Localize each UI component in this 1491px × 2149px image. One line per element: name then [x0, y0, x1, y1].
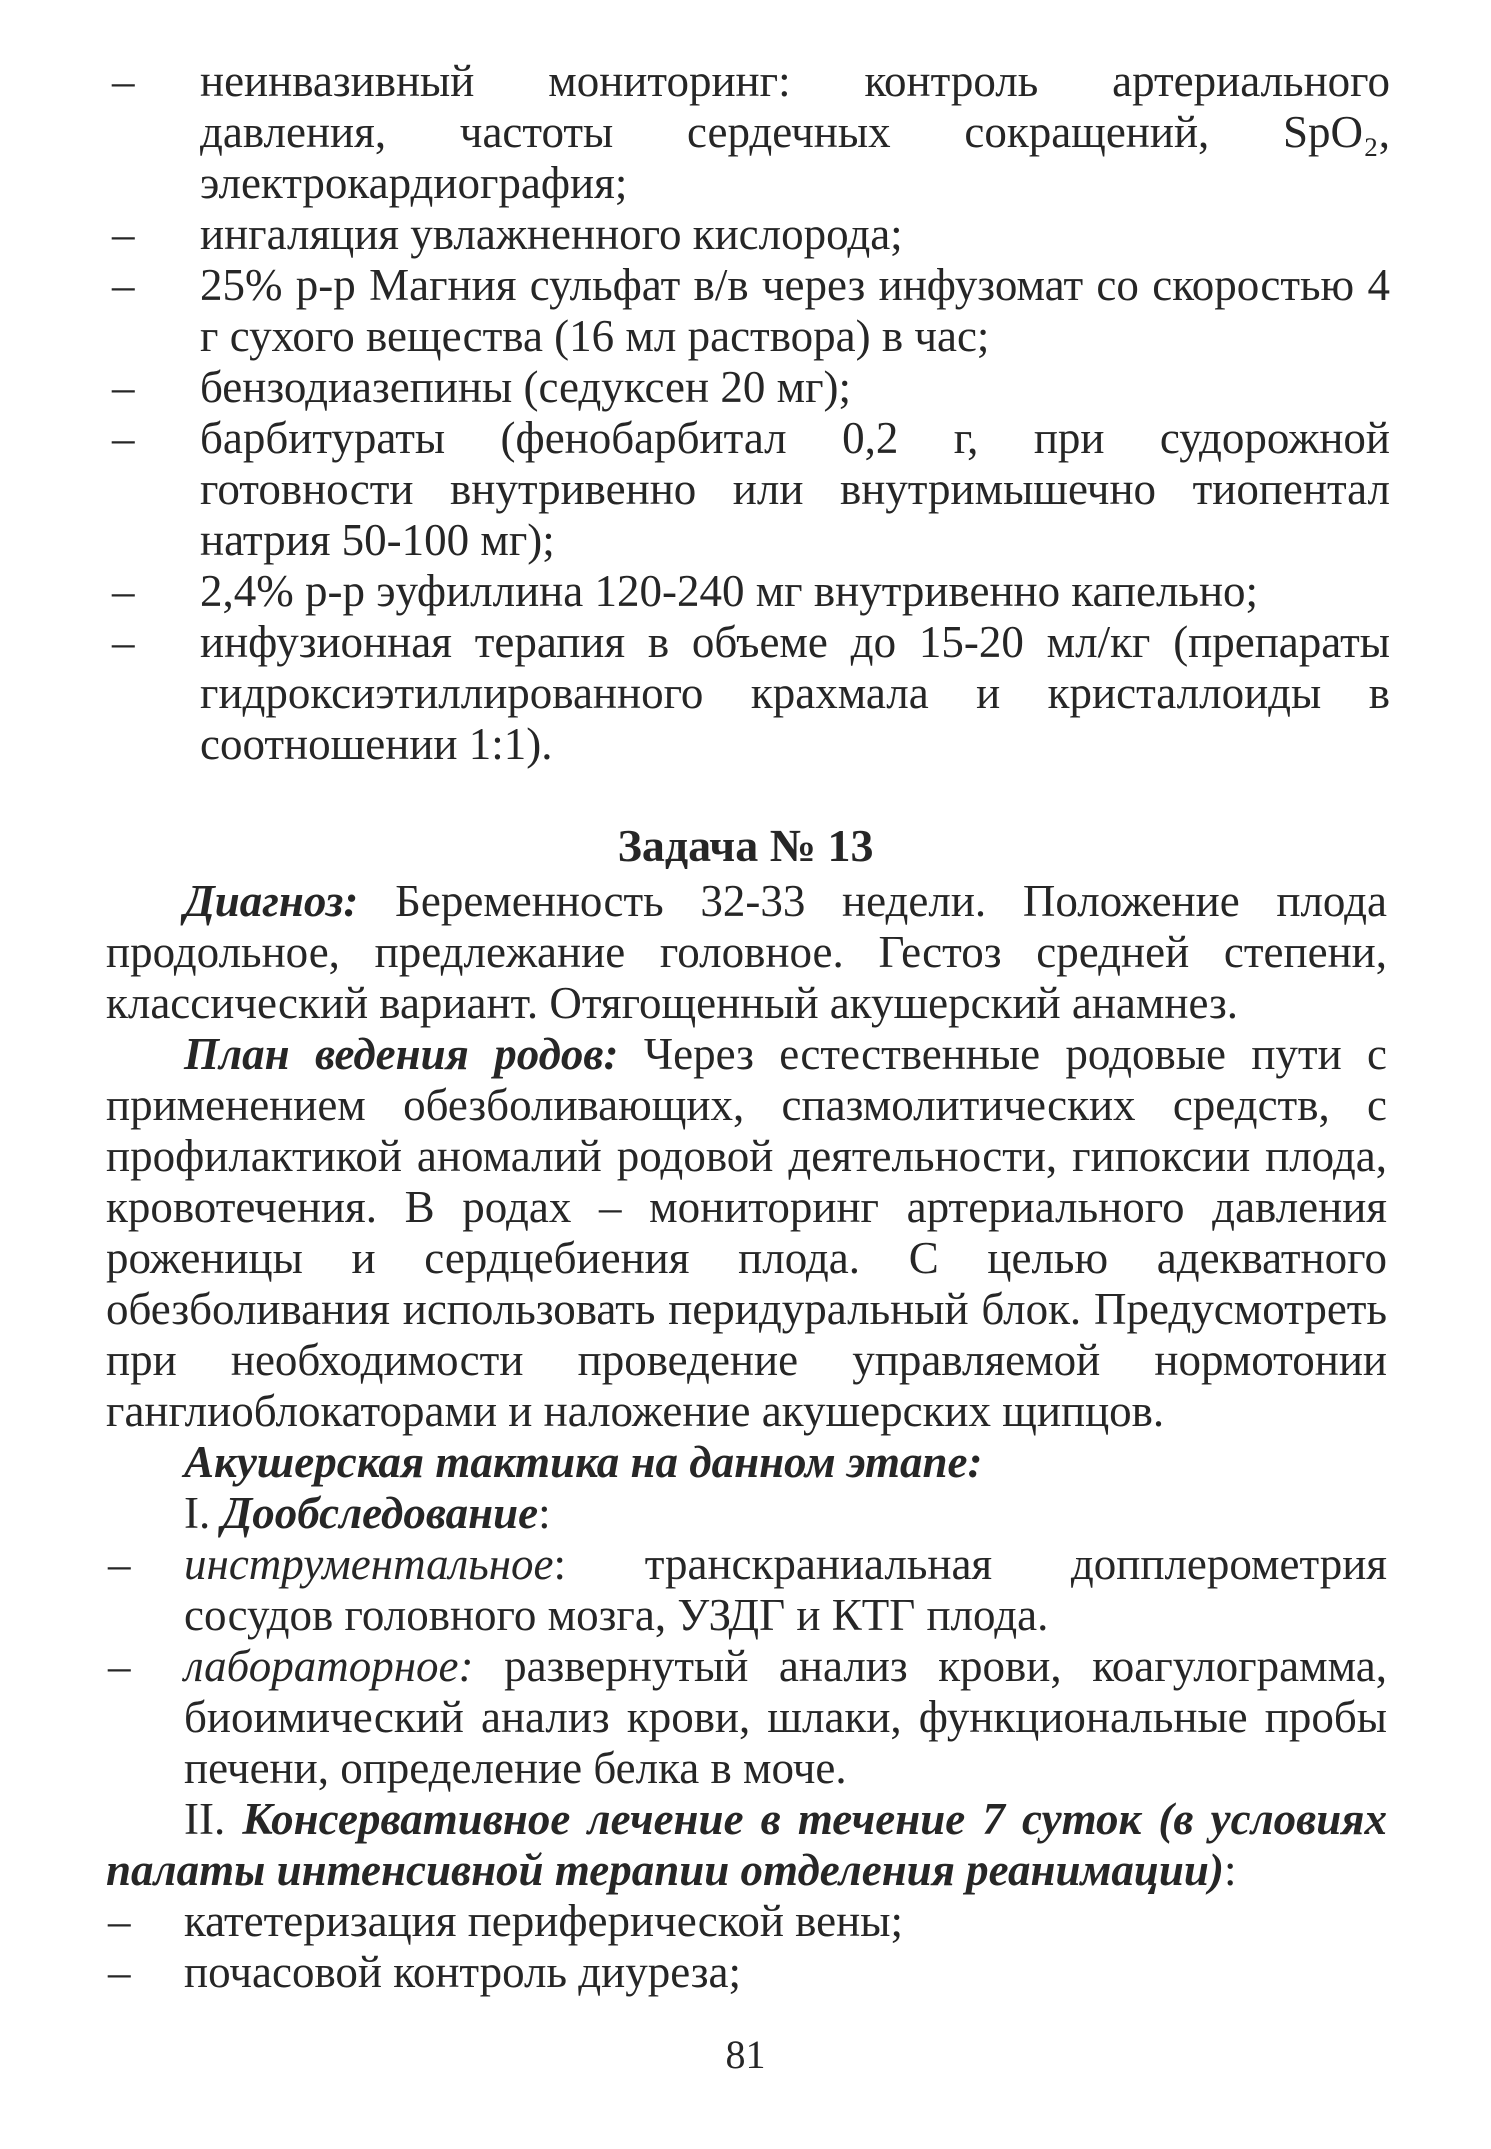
exam-number: I. — [184, 1488, 222, 1538]
dash-marker: – — [108, 1641, 131, 1691]
list-item — [112, 566, 1390, 617]
plan-text: Через естественные родовые пути с применением обезболивающих, спазмолитических средств, с профилактикой аномалий родовой деятельности, гипоксии плода, кровотечения. В родах – мониторинг артериального давления роженицы и сердцебиения плода. С целью адекватного обезболивания использовать перидуральный блок. Предусмотреть при необходимости проведение управляемой нормотонии ганглиоблокаторами и наложение акушерских щипцов. — [106, 1029, 1388, 1436]
plan-label: План ведения родов: — [184, 1029, 619, 1079]
list-item-text: 2,4% р-р эуфиллина 120-240 мг внутривенно капельно; — [200, 566, 1259, 616]
list-item — [106, 1896, 1387, 1947]
conservative-number: II. — [184, 1794, 243, 1844]
dash-marker: – — [112, 56, 135, 106]
treatment-list — [112, 56, 1390, 770]
diagnosis-label: Диагноз: — [184, 876, 359, 926]
list-item — [112, 260, 1390, 362]
task-heading: Задача № 13 — [617, 820, 874, 871]
list-item-text: неинвазивный мониторинг: контроль артериального давления, частоты сердечных сокращений, SpO₂, электрокардиография; — [200, 56, 1390, 208]
tactics-heading: Акушерская тактика на данном этапе: — [184, 1437, 983, 1487]
dash-marker: – — [112, 362, 135, 412]
list-item — [106, 1539, 1387, 1641]
list-item — [112, 362, 1390, 413]
conservative-label: Консервативное лечение в течение 7 суток (в условиях палаты интенсивной терапии отделения реанимации) — [106, 1794, 1387, 1895]
list-item — [106, 1947, 1387, 1998]
exam-item-text: : транскраниальная допплерометрия сосудов головного мозга, УЗДГ и КТГ плода. — [184, 1539, 1387, 1640]
list-item-text: бензодиазепины (седуксен 20 мг); — [200, 362, 852, 412]
task-body — [106, 876, 1387, 1998]
exam-colon: : — [538, 1488, 551, 1538]
exam-heading — [106, 1488, 1387, 1539]
list-item — [112, 617, 1390, 770]
list-item — [112, 56, 1390, 209]
list-item-text: 25% р-р Магния сульфат в/в через инфузомат со скоростью 4 г сухого вещества (16 мл раствора) в час; — [200, 260, 1390, 361]
list-item-text: катетеризация периферической вены; — [184, 1896, 903, 1946]
list-item-text: инфузионная терапия в объеме до 15-20 мл/кг (препараты гидроксиэтиллированного крахмала и кристаллоиды в соотношении 1:1). — [200, 617, 1390, 769]
conservative-colon: : — [1223, 1845, 1237, 1895]
list-item — [112, 209, 1390, 260]
dash-marker: – — [112, 617, 135, 667]
exam-item-label: лабораторное: — [184, 1641, 474, 1691]
dash-marker: – — [112, 260, 135, 310]
exam-item-label: инструментальное — [184, 1539, 554, 1589]
page-number: 81 — [725, 2032, 766, 2077]
list-item-text: ингаляция увлажненного кислорода; — [200, 209, 903, 259]
list-item — [112, 413, 1390, 566]
exam-item-text: развернутый анализ крови, коагулограмма, биоимический анализ крови, шлаки, функциональные пробы печени, определение белка в моче. — [184, 1641, 1387, 1793]
dash-marker: – — [108, 1539, 131, 1589]
dash-marker: – — [112, 413, 135, 463]
conservative-heading — [106, 1794, 1387, 1896]
diagnosis-paragraph — [106, 876, 1387, 1029]
plan-paragraph — [106, 1029, 1387, 1437]
dash-marker: – — [108, 1896, 131, 1946]
exam-list — [106, 1539, 1387, 1794]
dash-marker: – — [112, 566, 135, 616]
diagnosis-text: Беременность 32-33 недели. Положение плода продольное, предлежание головное. Гестоз средней степени, классический вариант. Отягощенный акушерский анамнез. — [106, 876, 1387, 1028]
dash-marker: – — [108, 1947, 131, 1997]
list-item-text: барбитураты (фенобарбитал 0,2 г, при судорожной готовности внутривенно или внутримышечно тиопентал натрия 50-100 мг); — [200, 413, 1390, 565]
dash-marker: – — [112, 209, 135, 259]
list-item — [106, 1641, 1387, 1794]
list-item-text: почасовой контроль диуреза; — [184, 1947, 742, 1997]
exam-label: Дообследование — [221, 1488, 539, 1538]
conservative-list — [106, 1896, 1387, 1998]
